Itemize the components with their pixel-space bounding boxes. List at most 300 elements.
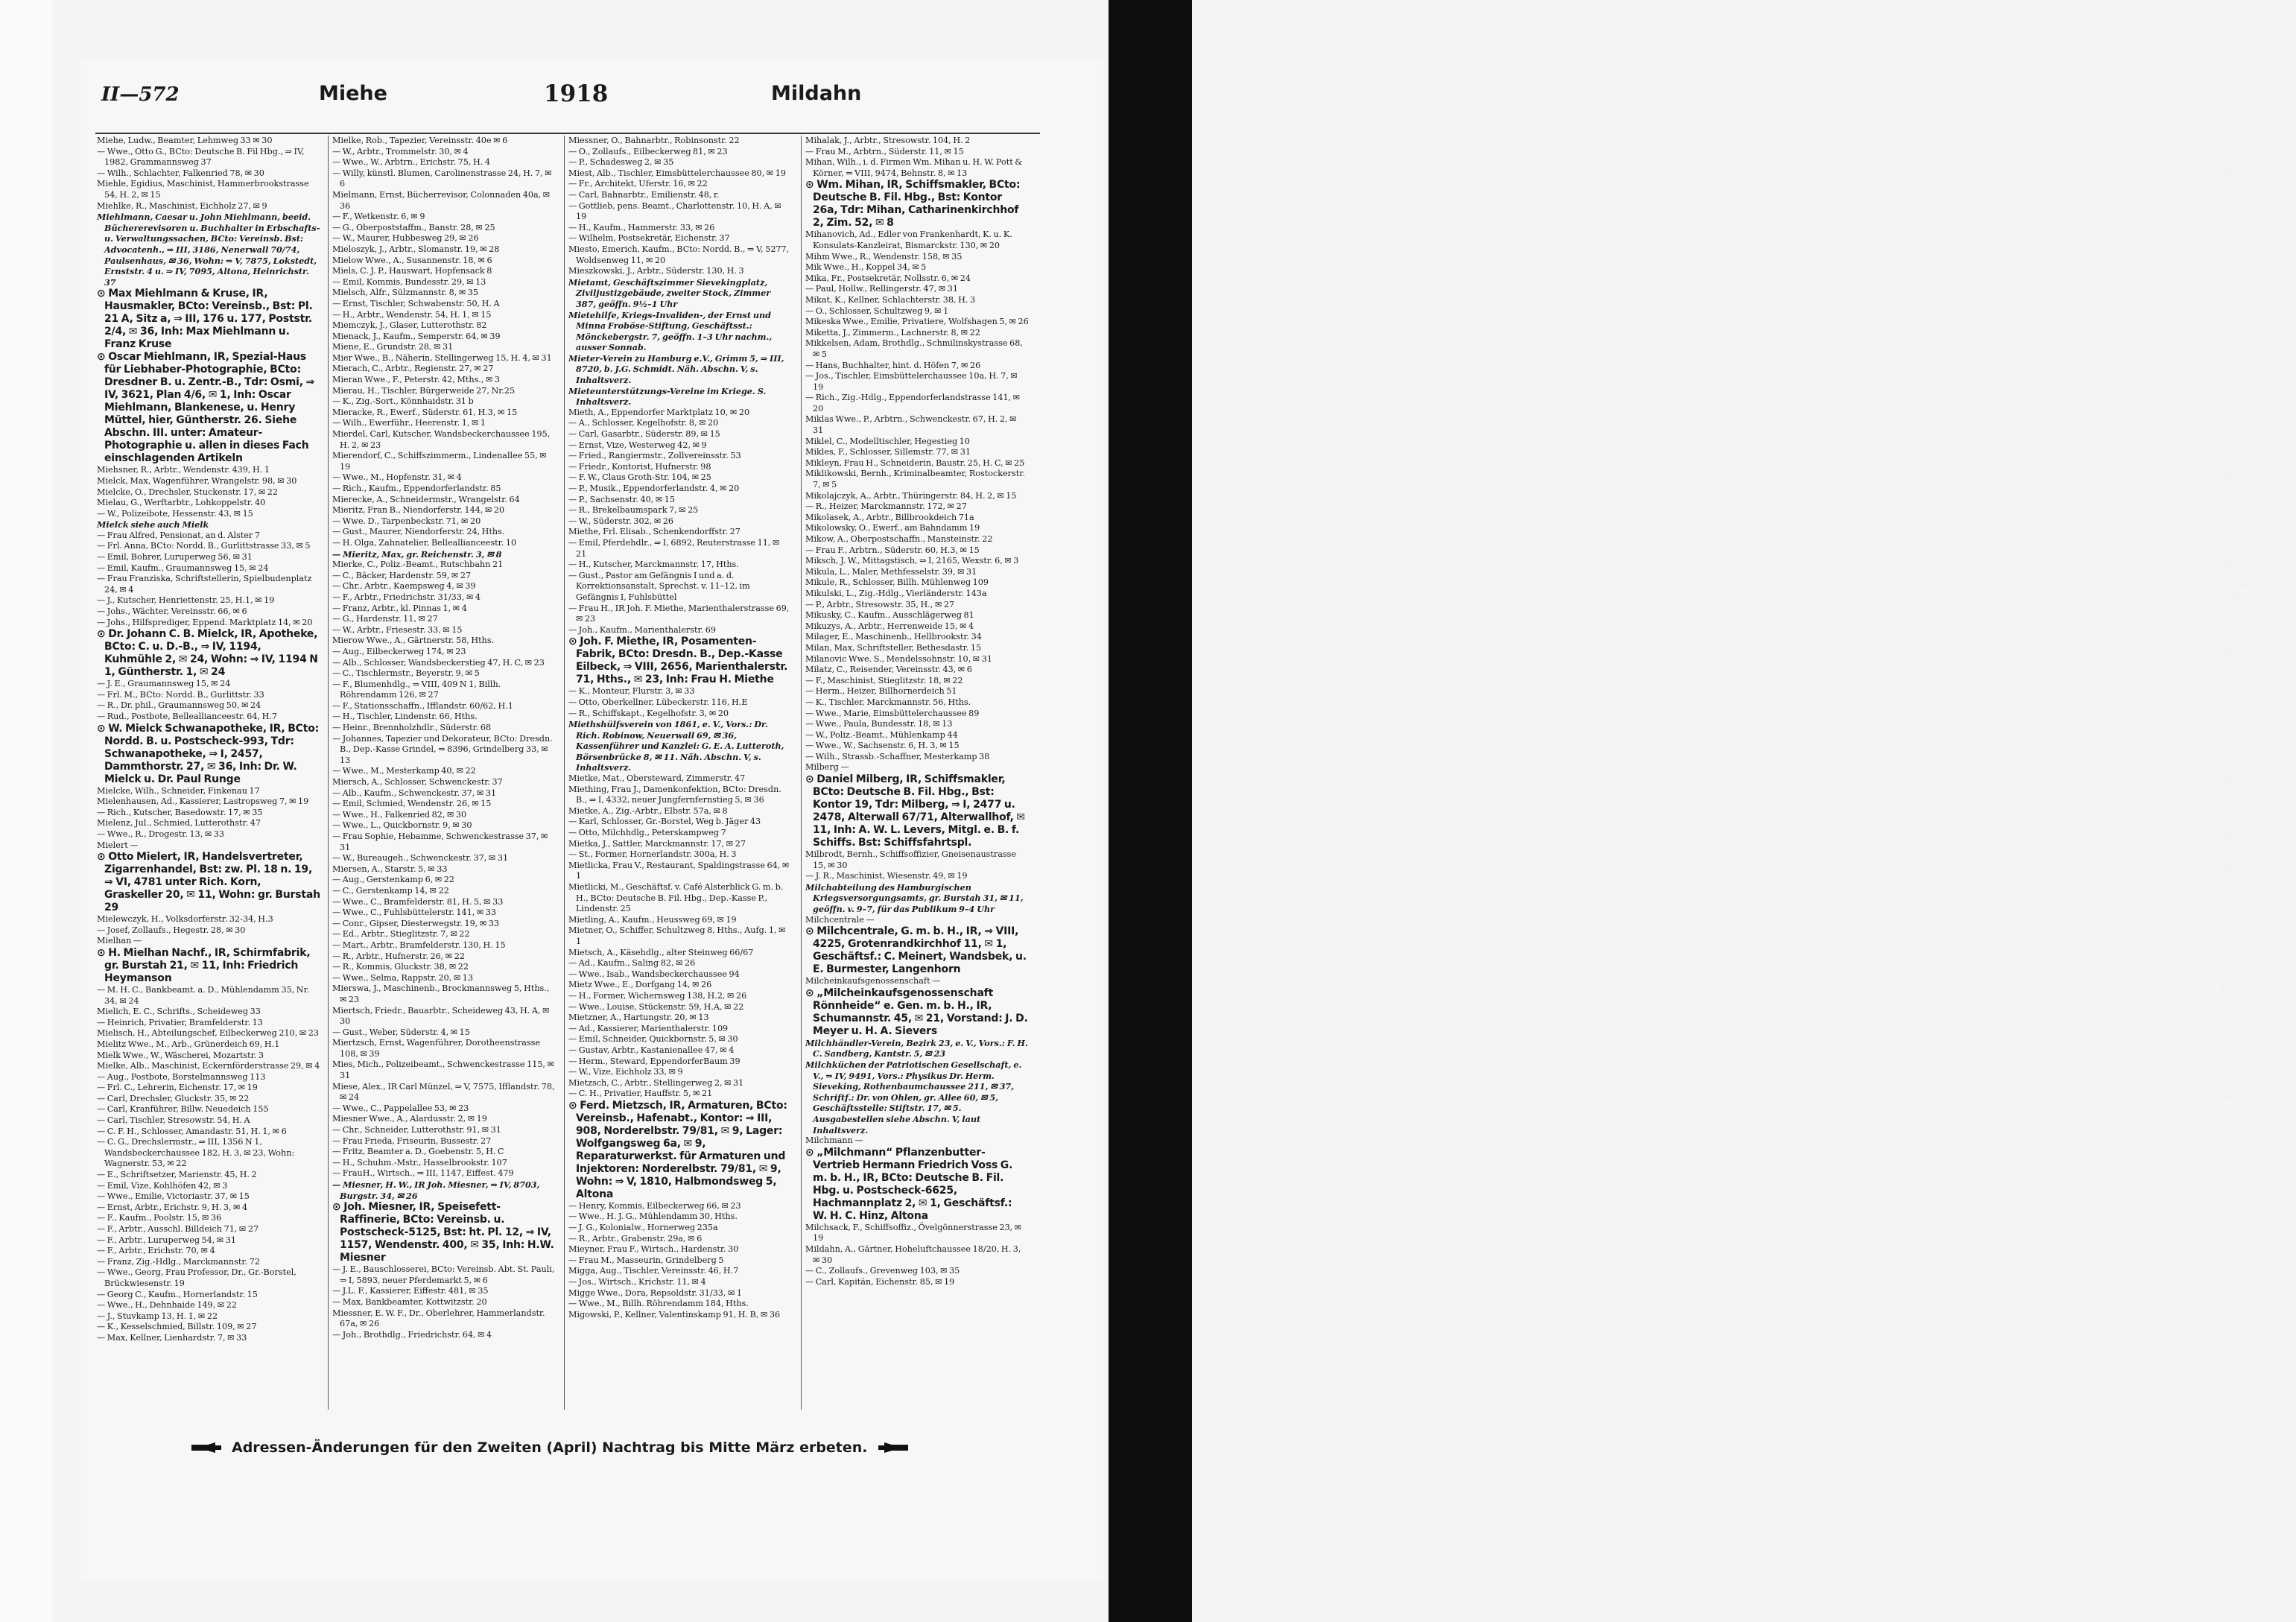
directory-entry: — Franz, Zig.-Hdlg., Marckmannstr. 72 (97, 1256, 260, 1267)
directory-entry: Milchabteilung des Hamburgischen Kriegsversorgungsamts, gr. Burstah 31, ✉ 11, geöffn. v. 9–7, für das Publikum 9–4 Uhr (805, 881, 1024, 915)
directory-entry: Miersch, A., Schlosser, Schwenckestr. 37 (332, 777, 503, 788)
directory-entry: — Ernst, Vize, Westerweg 42, ✉ 9 (568, 440, 707, 450)
directory-entry: — Wwe., R., Drogestr. 13, ✉ 33 (97, 829, 225, 839)
next-page-edge (1109, 0, 2255, 1622)
edge-line: be (2222, 211, 2232, 221)
directory-entry: Mietke, Mat., Obersteward, Zimmerstr. 47 (568, 773, 746, 784)
directory-entry: — W., Arbtr., Trommelstr. 30, ✉ 4 (332, 146, 469, 156)
directory-entry: — Frl. C., Lehrerin, Eichenstr. 17, ✉ 19 (97, 1083, 258, 1093)
edge-line: — Ww (2222, 352, 2248, 363)
directory-entry: — Hans, Buchhalter, hint. d. Höfen 7, ✉ 26 (805, 360, 981, 370)
edge-line: U (2222, 940, 2229, 950)
directory-entry: — K., Zig.-Sort., Könnhaidstr. 31 b (332, 396, 474, 407)
next-page-edge-text (2222, 146, 2296, 1124)
directory-entry: Mietehilfe, Kriegs-Invaliden-, der Ernst und Minna Froböse-Stiftung, Geschäftsst.: Mönckebergstr. 7, geöffn. 1–3 Uhr nachm., ausser Sonnab. (568, 309, 773, 353)
edge-line: ⊙ C. (2222, 178, 2240, 189)
directory-entry: Milbrodt, Bernh., Schiffsoffizier, Gneisenaustrasse 15, ✉ 30 (805, 849, 1017, 870)
directory-entry: Miketta, J., Zimmerm., Lachnerstr. 8, ✉ 22 (805, 327, 980, 338)
directory-entry: — C., Gerstenkamp 14, ✉ 22 (332, 885, 449, 896)
directory-entry: — Conr., Gipser, Diesterwegstr. 19, ✉ 33 (332, 918, 500, 928)
column-1 (97, 136, 320, 1410)
directory-entry: — Wwe., Paula, Bundesstr. 18, ✉ 13 (805, 719, 953, 729)
directory-entry: Mikolasek, A., Arbtr., Billbrookdeich 71a (805, 512, 974, 522)
directory-entry: — R., Schiffskapt., Kegelhofstr. 3, ✉ 20 (568, 708, 729, 718)
directory-entry: — W., Arbtr., Friesestr. 33, ✉ 15 (332, 624, 463, 635)
directory-entry: — C., Bäcker, Hardenstr. 59, ✉ 27 (332, 570, 472, 580)
directory-entry: — Frau Sophie, Hebamme, Schwenckestrasse 37, ✉ 31 (332, 831, 548, 852)
directory-entry: — Wwe., Marie, Eimsbüttelerchaussee 89 (805, 708, 980, 718)
edge-line: Ju (2222, 1037, 2230, 1048)
directory-entry: — Frl. Anna, BCto: Nordd. B., Gurlittstrasse 33, ✉ 5 (97, 541, 311, 551)
directory-entry: — A., Schlosser, Kegelhofstr. 8, ✉ 20 (568, 418, 719, 428)
edge-line: vo (2222, 928, 2231, 939)
edge-line: Milito (2222, 788, 2246, 798)
directory-entry: ⊙ Oscar Miehlmann, IR, Spezial-Haus für Liebhaber-Photographie, BCto: Dresdner B. u. Zentr.-B., Tdr: Osmi, ⇒ IV, 3621, Plan 4/6, ✉ 1, Inh: Oscar Miehlmann, Blankenese, u. Henry Müttel, hier, Güntherstr. 26. Siehe Abschn. III. unter: Amateur-Photographie u. allen in dieses Fach einschlagenden Artikeln (97, 351, 315, 465)
directory-entry: Miklel, C., Modelltischler, Hegestieg 10 (805, 436, 970, 446)
edge-line: — Sc (2222, 363, 2243, 373)
directory-entry: Mielenz, Jul., Schmied, Lutterothstr. 47 (97, 818, 261, 829)
directory-entry: — Wilh., Schlachter, Falkenried 78, ✉ 30 (97, 168, 264, 178)
directory-entry: — Emil, Kommis, Bundesstr. 29, ✉ 13 (332, 276, 486, 287)
directory-entry: — P., Musik., Eppendorferlandstr. 4, ✉ 20 (568, 484, 740, 493)
directory-entry: — Ernst, Tischler, Schwabenstr. 50, H. A (332, 298, 500, 308)
directory-entry: Miertzsch, Ernst, Wagenführer, Dorotheenstrasse 108, ✉ 39 (332, 1038, 541, 1059)
directory-entry: — Wwe., Otto G., BCto: Deutsche B. Fil Hbg., ⇒ IV, 1982, Grammannsweg 37 (97, 146, 305, 168)
directory-entry: — Otto, Milchhdlg., Peterskampweg 7 (568, 828, 726, 838)
directory-entry: Mikkelsen, Adam, Brothdlg., Schmilinskystrasse 68, ✉ 5 (805, 338, 1023, 359)
edge-line: — Wi (2222, 331, 2244, 341)
edge-line: — F. (2222, 483, 2239, 493)
directory-entry: — Frau Frieda, Friseurin, Bussestr. 27 (332, 1135, 492, 1146)
directory-entry: — Otto, Oberkellner, Lübeckerstr. 116, H.E (568, 697, 748, 707)
directory-entry: Mielke, Alb., Maschinist, Eckernförderstrasse 29, ✉ 4 (97, 1061, 320, 1071)
directory-entry: — Chr., Schneider, Lutterothstr. 91, ✉ 31 (332, 1125, 501, 1135)
directory-entry: — G., Hardenstr. 11, ✉ 27 (332, 614, 438, 624)
directory-entry: — Wwe., H., Dehnhaide 149, ✉ 22 (97, 1300, 237, 1311)
edge-line: — Th. (2222, 504, 2246, 515)
directory-entry: Miest, Alb., Tischler, Eimsbüttelerchaussee 80, ✉ 19 (568, 168, 786, 178)
column-4 (805, 136, 1029, 1410)
directory-entry: — Emil, Vize, Kohlhöfen 42, ✉ 3 (97, 1180, 228, 1191)
directory-entry: Mihm Wwe., R., Wendenstr. 158, ✉ 35 (805, 251, 963, 262)
edge-line: Milit (2222, 874, 2242, 884)
edge-line: — G. (2222, 265, 2242, 276)
edge-line: — Ww (2222, 755, 2248, 765)
edge-line: — Ww (2222, 711, 2248, 721)
directory-entry: — Carl, Kranführer, Billw. Neuedeich 155 (97, 1104, 269, 1115)
directory-entry: Miemczyk, J., Glaser, Lutterothstr. 82 (332, 320, 487, 331)
directory-entry: ⊙ „Milcheinkaufsgenossenschaft Rönnheide“ e. Gen. m. b. H., IR, Schumannstr. 45, ✉ 21, Vorstand: J. D. Meyer u. H. A. Sievers (805, 986, 1028, 1037)
edge-line: — Wv (2222, 679, 2246, 689)
directory-entry: — Joh., Kaufm., Marienthalerstr. 69 (568, 624, 716, 635)
directory-entry: — H., Schuhm.-Mstr., Hasselbrookstr. 107 (332, 1157, 507, 1168)
directory-entry: Miene, E., Grundstr. 28, ✉ 31 (332, 342, 454, 352)
directory-entry: ⊙ Dr. Johann C. B. Mielck, IR, Apotheke, BCto: C. u. D.-B., ⇒ IV, 1194, Kuhmühle 2, ✉ 24, Wohn: ⇒ IV, 1194 N 1, Güntherstr. 1, ✉ 24 (97, 628, 318, 679)
directory-entry: Mielmann, Ernst, Bücherrevisor, Colonnaden 40a, ✉ 36 (332, 189, 551, 211)
directory-entry: Mielisch, H., Abteilungschef, Eilbeckerweg 210, ✉ 23 (97, 1028, 319, 1039)
directory-entry: — J. E., Bauschlosserei, BCto: Vereinsb. Abt. St. Pauli, ⇒ I, 5893, neuer Pferdemarkt 5, ✉ 6 (332, 1264, 555, 1285)
directory-entry: — Johs., Wächter, Vereinsstr. 66, ✉ 6 (97, 606, 247, 617)
directory-entry: — W., Bureaugeh., Schwenckestr. 37, ✉ 31 (332, 853, 509, 864)
directory-entry: Mihanovich, Ad., Edler von Frankenhardt, K. u. K. Konsulats-Kanzleirat, Bismarckstr. 130, ✉ 20 (805, 229, 1012, 250)
edge-line: — Wi (2222, 341, 2244, 352)
column-divider (801, 136, 802, 1410)
directory-entry: — H. Olga, Zahnatelier, Belleallianceestr. 10 (332, 537, 517, 548)
directory-entry: Mielau, G., Werftarbtr., Lohkoppelstr. 40 (97, 498, 266, 508)
directory-entry: — R., Brekelbaumspark 7, ✉ 25 (568, 505, 699, 516)
directory-entry: Mierswa, J., Maschinenb., Brockmannsweg 5, Hths., ✉ 23 (332, 983, 550, 1004)
directory-entry: — K., Tischler, Marckmannstr. 56, Hths. (805, 697, 971, 707)
footer-text: Adressen-Änderungen für den Zweiten (April) Nachtrag bis Mitte März erbeten. (232, 1439, 868, 1456)
directory-entry: Miessner, E. W. F., Dr., Oberlehrer, Hammerlandstr. 67a, ✉ 26 (332, 1308, 545, 1329)
directory-entry: — C. F. H., Schlosser, Amandastr. 51, H. 1, ✉ 6 (97, 1126, 287, 1136)
edge-line: — Ww (2222, 385, 2248, 396)
directory-entry: — Aug., Eilbeckerweg 174, ✉ 23 (332, 646, 466, 656)
directory-entry: Mielck, Max, Wagenführer, Wrangelstr. 98, ✉ 30 (97, 475, 297, 486)
directory-entry: — R., Arbtr., Grabenstr. 29a, ✉ 6 (568, 1233, 703, 1244)
directory-entry: — Max, Kellner, Lienhardstr. 7, ✉ 33 (97, 1332, 247, 1343)
footer-notice (190, 1434, 1017, 1461)
directory-entry: — St., Former, Hornerlandstr. 300a, H. 3 (568, 849, 737, 860)
directory-entry: — K., Monteur, Flurstr. 3, ✉ 33 (568, 686, 695, 697)
directory-entry: — Gust., Weber, Süderstr. 4, ✉ 15 (332, 1027, 470, 1037)
directory-entry: — Heinrich, Privatier, Bramfelderstr. 13 (97, 1017, 263, 1027)
directory-entry: — Heinr., Brennholzhdlr., Süderstr. 68 (332, 723, 492, 733)
edge-line: — Gu (2222, 287, 2245, 297)
directory-entry: — Max, Bankbeamter, Kottwitzstr. 20 (332, 1296, 487, 1307)
directory-entry: — Wwe., C., Fuhlsbüttelerstr. 141, ✉ 33 (332, 907, 497, 918)
directory-entry: Mietz Wwe., E., Dorfgang 14, ✉ 26 (568, 980, 712, 990)
directory-entry: Migowski, P., Kellner, Valentinskamp 91, H. B, ✉ 36 (568, 1309, 781, 1320)
edge-line: — Ww (2222, 308, 2248, 319)
directory-entry: — F., Arbtr., Ausschl. Billdeich 71, ✉ 27 (97, 1224, 259, 1234)
directory-entry: Mieloszyk, J., Arbtr., Slomanstr. 19, ✉ 28 (332, 244, 500, 254)
directory-entry: — R., Kommis, Gluckstr. 38, ✉ 22 (332, 962, 469, 972)
edge-line: — Ww (2222, 700, 2248, 711)
directory-entry: — Herm., Steward, EppendorferBaum 39 (568, 1056, 741, 1066)
edge-line: Milenz (2222, 559, 2250, 569)
directory-entry: ⊙ Joh. F. Miethe, IR, Posamenten-Fabrik, BCto: Dresdn. B., Dep.-Kasse Eilbeck, ⇒ VIII, 2656, Marienthalerstr. 71, Hths., ✉ 23, Inh: Frau H. Miethe (568, 636, 788, 686)
directory-entry: Miething, Frau J., Damenkonfektion, BCto: Dresdn. B., ⇒ I, 4332, neuer Jungfernfernstieg 5, ✉ 36 (568, 784, 781, 805)
directory-entry: Miethe, Frl. Elisab., Schenkendorffstr. 27 (568, 527, 741, 537)
directory-entry: Milchküchen der Patriotischen Gesellschaft, e. V., ⇒ IV, 9491, Vors.: Physikus Dr. Herm. Sieveking, Rothenbaumchaussee 211, ✉ 37, Schriftf.: Dr. von Ohlen, gr. Allee 60, ✉ 5, Geschäftsstelle: Stiftstr. 17, ✉ 5. Ausgabestellen siehe Abschn. V, laut Inhaltsverz. (805, 1059, 1022, 1135)
edge-line: — Ww (2222, 744, 2248, 754)
directory-entry: Mielenhausen, Ad., Kassierer, Lastropsweg 7, ✉ 19 (97, 796, 309, 807)
directory-entry: Mikolowsky, O., Ewerf., am Bahndamm 19 (805, 523, 980, 533)
directory-entry: Milatz, C., Reisender, Vereinsstr. 43, ✉ 6 (805, 665, 972, 675)
column-divider (328, 136, 329, 1410)
edge-line: sie (2222, 407, 2233, 417)
directory-entry: ⊙ Wm. Mihan, IR, Schiffsmakler, BCto: Deutsche B. Fil. Hbg., Bst: Kontor 26a, Tdr: Mihan, Catharinenkirchhof 2, Zim. 52, ✉ 8 (805, 179, 1021, 229)
directory-entry: Mika, Fr., Postsekretär, Nollsstr. 6, ✉ 24 (805, 273, 971, 283)
directory-entry: — Karl, Schlosser, Gr.-Borstel, Weg b. Jäger 43 (568, 817, 761, 827)
edge-line: Milinsk (2222, 765, 2253, 776)
directory-entry: — H., Arbtr., Wendenstr. 54, H. 1, ✉ 15 (332, 309, 492, 320)
edge-line: — Ww (2222, 635, 2248, 645)
directory-entry: — G., Oberpoststaffm., Banstr. 28, ✉ 25 (332, 222, 495, 232)
directory-entry: — F., Arbtr., Luruperweg 54, ✉ 31 (97, 1235, 237, 1245)
directory-entry: Miehlmann, Caesar u. John Miehlmann, beeid. Büchererevisoren u. Buchhalter in Erbschafts- u. Verwaltungssachen, BCto: Vereinsb. Bst: Advocatenh., ⇒ III, 3186, Nenerwall 70/74, Paulsenhaus, ✉ 36, Wohn: ⇒ V, 7875, Lokstedt, Ernststr. 4 u. ⇒ IV, 7095, Altona, Heinrichstr. 37 (97, 212, 320, 288)
edge-line: Miles, (2222, 570, 2247, 580)
edge-line: — Fr. (2222, 254, 2244, 264)
directory-entry: — Wwe., Louise, Stückenstr. 59, H.A, ✉ 22 (568, 1001, 744, 1012)
directory-entry: — P., Arbtr., Stresowstr. 35, H., ✉ 27 (805, 599, 955, 609)
directory-entry: Mildahn, A., Gärtner, Hoheluftchaussee 18/20, H. 3, ✉ 30 (805, 1244, 1021, 1265)
directory-entry: — K., Kesselschmied, Billstr. 109, ✉ 27 (97, 1322, 257, 1332)
directory-entry: — Mieritz, Max, gr. Reichenstr. 3, ✉ 8 (332, 548, 502, 560)
directory-entry: — Carl, Gasarbtr., Süderstr. 89, ✉ 15 (568, 429, 720, 440)
directory-entry: Mieran Wwe., F., Peterstr. 42, Mths., ✉ 3 (332, 375, 501, 385)
directory-entry: Mielcke, O., Drechsler, Stuckenstr. 17, ✉ 22 (97, 487, 278, 497)
directory-entry: Mieritz, Fran B., Niendorferstr. 144, ✉ 20 (332, 505, 505, 516)
directory-entry: — R., Heizer, Marckmannstr. 172, ✉ 27 (805, 501, 967, 512)
directory-entry: Mikula, L., Maler, Methfesselstr. 39, ✉ 31 (805, 566, 977, 577)
directory-entry: — M. H. C., Bankbeamt. a. D., Mühlendamm 35, Nr. 34, ✉ 24 (97, 984, 310, 1006)
directory-entry: Miehle, Egidius, Maschinist, Hammerbrookstrasse 54, H. 2, ✉ 15 (97, 179, 309, 200)
edge-line: Milich (2222, 668, 2248, 678)
directory-entry: Mielert — (97, 840, 139, 850)
directory-entry: ⊙ Max Miehlmann & Kruse, IR, Hausmakler, BCto: Vereinsb., Bst: Pl. 21 A, Sitz a, ⇒ III, 176 u. 177, Poststr. 2/4, ✉ 36, Inh: Max Miehlmann u. Franz Kruse (97, 288, 313, 351)
directory-entry: ⊙ „Milchmann“ Pflanzenbutter-Vertrieb Hermann Friedrich Voss G. m. b. H., IR, BCto: Deutsche B. Fil. Hbg. u. Postscheck-6625, Hachmannplatz 2, ✉ 1, Geschäftsf.: W. H. C. Hinz, Altona (805, 1146, 1013, 1222)
directory-entry: Mierow Wwe., A., Gärtnerstr. 58, Hths. (332, 636, 495, 646)
directory-entry: — Emil, Schmied, Wendenstr. 26, ✉ 15 (332, 799, 492, 809)
directory-entry: — P., Schadesweg 2, ✉ 35 (568, 157, 674, 168)
directory-entry: Mietzner, A., Hartungstr. 20, ✉ 13 (568, 1013, 709, 1023)
directory-entry: Migga, Aug., Tischler, Vereinsstr. 46, H.7 (568, 1266, 739, 1276)
directory-entry: — Wwe., M., Mesterkamp 40, ✉ 22 (332, 766, 476, 776)
directory-entry: Miels, C. J. P., Hauswart, Hopfensack 8 (332, 266, 492, 276)
directory-entry: — Wwe., Emilie, Victoriastr. 37, ✉ 15 (97, 1191, 250, 1202)
directory-entry: — J.L. F., Kassierer, Eiffestr. 481, ✉ 35 (332, 1286, 489, 1296)
directory-entry: — E., Schriftsetzer, Marienstr. 45, H. 2 (97, 1170, 257, 1180)
edge-line: Mildah (2222, 146, 2251, 156)
edge-line: Tdr (2222, 200, 2236, 210)
edge-line: — Ww (2222, 624, 2248, 635)
directory-entry: Mierke, C., Poliz.-Beamt., Rutschbahn 21 (332, 560, 504, 570)
directory-entry: — Carl, Bahnarbtr., Emilienstr. 48, r. (568, 189, 720, 200)
edge-line: Milito (2222, 1027, 2246, 1037)
directory-entry: Milan, Max, Schriftsteller, Bethesdastr. 15 (805, 642, 982, 653)
directory-entry: — Wwe., W., Sachsenstr. 6, H. 3, ✉ 15 (805, 741, 960, 751)
directory-entry: Milberg — (805, 762, 849, 773)
directory-entry: — R., Dr. phil., Graumannsweg 50, ✉ 24 (97, 700, 261, 711)
edge-line: — Gu (2222, 494, 2245, 504)
edge-line: — G. (2222, 298, 2242, 308)
edge-line: Ers (2222, 842, 2236, 852)
directory-entry: Mieteunterstützungs-Vereine im Kriege. S. Inhaltsverz. (568, 385, 767, 408)
directory-entry: — Franz, Arbtr., kl. Pinnas 1, ✉ 4 (332, 603, 467, 613)
directory-entry: Mielhan — (97, 936, 142, 946)
directory-entry: Mieth, A., Eppendorfer Marktplatz 10, ✉ 20 (568, 407, 750, 417)
directory-entry: — Joh., Brothdlg., Friedrichstr. 64, ✉ 4 (332, 1329, 492, 1340)
edge-line: Milde (2222, 428, 2245, 439)
edge-line: Milden (2222, 461, 2251, 472)
header-rule (95, 133, 1040, 134)
directory-entry: — J. G., Kolonialw., Hornerweg 235a (568, 1223, 718, 1233)
edge-line: Milit (2222, 831, 2242, 841)
edge-line: Milews (2222, 580, 2251, 591)
directory-entry: Miksch, J. W., Mittagstisch, ⇒ I, 2165, Wexstr. 6, ✉ 3 (805, 556, 1019, 566)
directory-entry: Miehsner, R., Arbtr., Wendenstr. 439, H. 1 (97, 465, 270, 475)
directory-entry: Mietling, A., Kaufm., Heussweg 69, ✉ 19 (568, 914, 737, 925)
directory-entry: Mieter-Verein zu Hamburg e.V., Grimm 5, ⇒ III, 8720, b. J.G. Schmidt. Näh. Abschn. V, s. Inhaltsverz. (568, 352, 784, 386)
directory-entry: — Jos., Wirtsch., Krichstr. 11, ✉ 4 (568, 1277, 706, 1287)
directory-entry: Mielcke, Wilh., Schneider, Finkenau 17 (97, 785, 260, 796)
edge-line: Milit (2222, 918, 2242, 928)
edge-line: — Em (2222, 222, 2246, 232)
directory-entry: — F., Arbtr., Erichstr. 70, ✉ 4 (97, 1246, 215, 1256)
directory-entry: Mielich, E. C., Schrifts., Scheideweg 33 (97, 1007, 261, 1017)
directory-entry: — Frau H., IR Joh. F. Miethe, Marienthalerstrasse 69, ✉ 23 (568, 603, 790, 624)
edge-line: Milhan (2222, 646, 2251, 656)
directory-entry: Mierdel, Carl, Kutscher, Wandsbeckerchaussee 195, H. 2, ✉ 23 (332, 429, 551, 450)
edge-line: Ar (2222, 1048, 2232, 1059)
directory-entry: — H., Kutscher, Marckmannstr. 17, Hths. (568, 560, 739, 570)
pointing-hand-right-icon (190, 1441, 223, 1454)
directory-entry: Mielsch, Alfr., Sülzmannstr. 8, ✉ 35 (332, 288, 479, 298)
directory-entry: — Wilh., Strassb.-Schaffner, Mesterkamp 38 (805, 751, 990, 761)
edge-line: — Gu (2222, 276, 2245, 287)
edge-line: N (2222, 896, 2229, 906)
column-divider (564, 136, 565, 1410)
directory-entry: — Johs., Hilfsprediger, Eppend. Marktplatz 14, ✉ 20 (97, 617, 313, 627)
edge-line: — Th. (2222, 516, 2246, 526)
directory-entry: Mietamt, Geschäftszimmer Sievekingplatz, Ziviljustizgebäude, zweiter Stock, Zimmer 387, geöffn. 9½–1 Uhr (568, 276, 771, 309)
directory-entry: — Ad., Kassierer, Marienthalerstr. 109 (568, 1023, 729, 1033)
directory-entry: Mietzsch, C., Arbtr., Stellingerweg 2, ✉ 31 (568, 1077, 744, 1088)
directory-entry: Miersen, A., Starstr. 5, ✉ 33 (332, 864, 448, 874)
directory-entry: — Henry, Kommis, Eilbeckerweg 66, ✉ 23 (568, 1200, 741, 1211)
directory-entry: Mikles, F., Schlosser, Sillemstr. 77, ✉ 31 (805, 447, 971, 457)
directory-entry: Mierendorf, C., Schiffszimmerm., Lindenallee 55, ✉ 19 (332, 451, 547, 472)
directory-entry: Mielke, Rob., Tapezier, Vereinsstr. 40e ✉ 6 (332, 136, 508, 145)
directory-entry: — O., Zollaufs., Eilbeckerweg 81, ✉ 23 (568, 146, 728, 156)
directory-entry: — Aug., Postbote, Borstelmannsweg 113 (97, 1071, 266, 1082)
directory-entry: ⊙ W. Mielck Schwanapotheke, IR, BCto: Nordd. B. u. Postscheck-993, Tdr: Schwanapotheke, ⇒ I, 2457, Dammthorstr. 27, ✉ 36, Inh: Dr. W. Mielck u. Dr. Paul Runge (97, 722, 320, 785)
edge-line: Milde (2222, 450, 2245, 460)
directory-entry: — Alb., Kaufm., Schwenckestr. 37, ✉ 31 (332, 788, 497, 798)
edge-line: Mildner (2222, 472, 2255, 482)
edge-line: Rat (2222, 1092, 2236, 1102)
directory-entry: — J. E., Graumannsweg 15, ✉ 24 (97, 679, 231, 689)
directory-entry: Mietsch, A., Käsehdlg., alter Steinweg 66/67 (568, 947, 754, 957)
directory-entry: — Friedr., Kontorist, Hufnerstr. 98 (568, 461, 711, 472)
edge-line: Milde,C (2222, 168, 2254, 178)
directory-entry: — Wwe., Georg, Frau Professor, Dr., Gr.-Borstel, Brückwiesenstr. 19 (97, 1267, 296, 1288)
directory-entry: — Gottlieb, pens. Beamt., Charlottenstr. 10, H. A, ✉ 19 (568, 200, 781, 222)
directory-entry: Mielitz Wwe., M., Arb., Grünerdeich 69, H.1 (97, 1039, 280, 1049)
directory-entry: — Frau M., Arbtrn., Süderstr. 11, ✉ 15 (805, 146, 964, 156)
directory-entry: — C., Zollaufs., Grevenweg 103, ✉ 35 (805, 1266, 960, 1276)
directory-entry: — Rud., Postbote, Belleallianceestr. 64, H.7 (97, 712, 278, 721)
directory-entry: Mier Wwe., B., Näherin, Stellingerweg 15, H. 4, ✉ 31 (332, 352, 552, 363)
edge-line: — Gü (2222, 733, 2245, 744)
directory-entry: — Wwe., Selma, Rappstr. 20, ✉ 13 (332, 972, 474, 983)
scan-margin-left (0, 0, 52, 1622)
directory-entry: — Gust., Maurer, Niendorferstr. 24, Hths. (332, 527, 505, 537)
directory-entry: — Wwe., Isab., Wandsbeckerchaussee 94 (568, 969, 740, 979)
directory-entry: — Josef, Zollaufs., Hegestr. 28, ✉ 30 (97, 925, 246, 935)
directory-entry: — H., Tischler, Lindenstr. 66, Hths. (332, 712, 478, 722)
directory-entry: — O., Schlosser, Schultzweg 9, ✉ 1 (805, 305, 949, 316)
edge-line: BC (2222, 189, 2234, 200)
edge-line: — Ur (2222, 798, 2244, 808)
edge-line: sie (2222, 440, 2233, 450)
directory-entry: — Alb., Schlosser, Wandsbeckerstieg 47, H. C, ✉ 23 (332, 657, 545, 668)
directory-entry: Mieszkowski, J., Arbtr., Süderstr. 130, H. 3 (568, 266, 744, 276)
directory-entry: Mieyner, Frau F., Wirtsch., Hardenstr. 30 (568, 1244, 739, 1255)
directory-entry: — W., Poliz.-Beamt., Mühlenkamp 44 (805, 729, 958, 740)
directory-entry: — Gust., Pastor am Gefängnis I und a. d. Korrektionsanstalt, Sprechst. v. 11–12, im Gefängnis I, Fuhlsbüttel (568, 570, 750, 602)
edge-line: Milit (2222, 961, 2242, 972)
edge-line: — Ww (2222, 613, 2248, 624)
directory-entry: — Wwe., C., Bramfelderstr. 81, H. 5, ✉ 33 (332, 896, 504, 907)
directory-entry: — Johannes, Tapezier und Dekorateur, BCto: Dresdn. B., Dep.-Kasse Grindel, ⇒ 8396, Grindelberg 33, ✉ 13 (332, 733, 553, 765)
directory-entry: — Frau Alfred, Pensionat, an d. Alster 7 (97, 530, 260, 540)
directory-entry: — Emil, Pferdehdlr., ⇒ I, 6892, Reuterstrasse 11, ✉ 21 (568, 537, 780, 559)
directory-entry: Mihalak, J., Arbtr., Stresowstr. 104, H. 2 (805, 136, 971, 145)
directory-entry: — Emil, Kaufm., Graumannsweg 15, ✉ 24 (97, 563, 269, 573)
directory-entry: Miehe, Ludw., Beamter, Lehmweg 33 ✉ 30 (97, 136, 273, 145)
directory-entry: Miessner, O., Bahnarbtr., Robinsonstr. 22 (568, 136, 740, 145)
directory-entry: — Wwe. D., Tarpenbeckstr. 71, ✉ 20 (332, 516, 481, 526)
directory-entry: Mielck siehe auch Mielk (97, 519, 209, 530)
directory-entry: — Jos., Tischler, Eimsbüttelerchaussee 10a, H. 7, ✉ 19 (805, 371, 1018, 392)
edge-line: Näh (2222, 1113, 2239, 1124)
directory-entry: — Emil, Schneider, Quickbornstr. 5, ✉ 30 (568, 1034, 738, 1045)
directory-entry: Milager, E., Maschinenb., Hellbrookstr. 34 (805, 632, 982, 642)
directory-entry: — Paul, Hollw., Rellingerstr. 47, ✉ 31 (805, 284, 958, 294)
edge-line: Milit (2222, 1081, 2242, 1092)
directory-year: 1918 (544, 80, 609, 107)
page-header (97, 80, 1013, 110)
edge-line: — F. (2222, 244, 2239, 254)
edge-line: K (2222, 983, 2228, 993)
directory-entry: — R., Arbtr., Hufnerstr. 26, ✉ 22 (332, 951, 465, 961)
directory-entry: — Wwe., H. J. G., Mühlendamm 30, Hths. (568, 1211, 738, 1222)
directory-entry: Mikusky, C., Kaufm., Ausschlägerweg 81 (805, 610, 974, 621)
directory-entry: Mikleyn, Frau H., Schneiderin, Baustr. 25, H. C, ✉ 25 (805, 457, 1025, 468)
directory-entry: Miesto, Emerich, Kaufm., BCto: Nordd. B., ⇒ V, 5277, Woldsenweg 11, ✉ 20 (568, 244, 790, 265)
edge-line: Milhert (2222, 656, 2253, 667)
directory-entry: Milchsack, F., Schiffsoffiz., Övelgönnerstrasse 23, ✉ 19 (805, 1222, 1022, 1244)
directory-entry: Mihan, Wilh., i. d. Firmen Wm. Mihan u. H. W. Pott & Körner, ⇒ VIII, 9474, Behnstr. 8, ✉ 13 (805, 157, 1023, 178)
directory-entry: Mietner, O., Schiffer, Schultzweg 8, Hths., Aufg. 1, ✉ 1 (568, 925, 786, 946)
directory-entry: — Carl, Kapitän, Eichenstr. 85, ✉ 19 (805, 1276, 955, 1287)
directory-entry: — Fritz, Beamter a. D., Goebenstr. 5, H. C (332, 1147, 504, 1157)
edge-line: Mildt (2222, 537, 2244, 548)
directory-entry: — Rich., Kutscher, Basedowstr. 17, ✉ 35 (97, 807, 263, 817)
directory-entry: — Aug., Gerstenkamp 6, ✉ 22 (332, 875, 454, 885)
directory-entry: Milchcentrale — (805, 914, 875, 925)
column-2 (332, 136, 556, 1410)
directory-entry: — Wwe., W., Arbtrn., Erichstr. 75, H. 4 (332, 157, 490, 168)
directory-entry: — J., Stuvkamp 13, H. 1, ✉ 22 (97, 1311, 218, 1321)
directory-entry: Milchhändler-Verein, Bezirk 23, e. V., Vors.: F. H. C. Sandberg, Kantstr. 5, ✉ 23 (805, 1037, 1028, 1059)
directory-entry: Mikat, K., Kellner, Schlachterstr. 38, H. 3 (805, 294, 976, 305)
directory-entry: — Wilhelm, Postsekretär, Eichenstr. 37 (568, 233, 730, 244)
directory-entry: — Mart., Arbtr., Bramfelderstr. 130, H. 15 (332, 940, 506, 950)
directory-entry: — Fr., Architekt, Uferstr. 16, ✉ 22 (568, 179, 708, 189)
directory-entry: — P., Sachsenstr. 40, ✉ 15 (568, 494, 676, 504)
directory-entry: — Wwe., H., Falkenried 82, ✉ 30 (332, 809, 467, 820)
directory-entry: — F., Arbtr., Friedrichstr. 31/33, ✉ 4 (332, 592, 481, 602)
directory-entry: — Willy, künstl. Blumen, Carolinenstrasse 24, H. 7, ✉ 6 (332, 168, 552, 189)
directory-entry: — F. W., Claus Groth-Str. 104, ✉ 25 (568, 472, 711, 483)
edge-line: 19 (2222, 1004, 2232, 1015)
directory-entry: Mietlicka, Frau V., Restaurant, Spaldingstrasse 64, ✉ 1 (568, 860, 790, 881)
edge-line: Bra (2222, 1016, 2236, 1026)
